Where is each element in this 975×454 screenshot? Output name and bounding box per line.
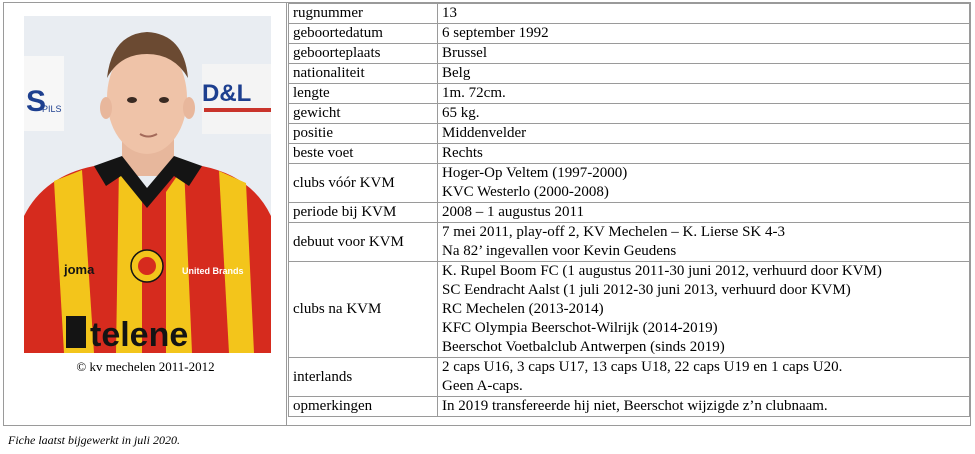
row-label: positie [289, 124, 438, 144]
row-value-line: In 2019 transfereerde hij niet, Beerschot wijzigde z’n clubnaam. [442, 398, 828, 414]
row-value-line: Belg [442, 65, 471, 81]
table-row [289, 397, 970, 417]
row-value-line: Rechts [442, 145, 483, 161]
table-row [289, 64, 970, 84]
row-value-line: KFC Olympia Beerschot-Wilrijk (2014-2019) [442, 320, 718, 336]
row-value-line: Beerschot Voetbalclub Antwerpen (sinds 2019) [442, 339, 725, 355]
row-value [438, 397, 970, 417]
row-value-line: 2008 – 1 augustus 2011 [442, 204, 584, 220]
row-value-line: 2 caps U16, 3 caps U17, 13 caps U18, 22 caps U19 en 1 caps U20. [442, 359, 843, 375]
row-value [438, 358, 970, 397]
row-label: opmerkingen [289, 397, 438, 417]
row-value-line: Brussel [442, 45, 487, 61]
row-value-line: 65 kg. [442, 105, 480, 121]
row-label: lengte [289, 84, 438, 104]
row-value-line: 1m. 72cm. [442, 85, 506, 101]
table-row [289, 358, 970, 397]
board-right-logo: D&L [202, 80, 252, 107]
board-left-small: PILS [42, 104, 62, 114]
table-row [289, 84, 970, 104]
row-label: debuut voor KVM [289, 223, 438, 262]
player-photo [24, 16, 271, 353]
table-row [289, 144, 970, 164]
row-value-line: SC Eendracht Aalst (1 juli 2012-30 juni 2013, verhuurd door KVM) [442, 282, 851, 298]
row-value-line: 7 mei 2011, play-off 2, KV Mechelen – K. Lierse SK 4-3 [442, 224, 785, 240]
table-row [289, 262, 970, 358]
row-label: geboorteplaats [289, 44, 438, 64]
row-value-line: 6 september 1992 [442, 25, 549, 41]
row-label: interlands [289, 358, 438, 397]
row-value-line: KVC Westerlo (2000-2008) [442, 184, 609, 200]
table-row [289, 4, 970, 24]
table-row [289, 104, 970, 124]
player-photo-icon [24, 16, 271, 353]
photo-cell [4, 3, 287, 425]
row-label: beste voet [289, 144, 438, 164]
shirt-brand: joma [64, 262, 95, 277]
row-value-line: 13 [442, 5, 457, 21]
row-label: gewicht [289, 104, 438, 124]
row-value [438, 64, 970, 84]
row-value [438, 262, 970, 358]
row-label: geboortedatum [289, 24, 438, 44]
row-value-line: Na 82’ ingevallen voor Kevin Geudens [442, 243, 677, 259]
table-row [289, 203, 970, 223]
row-value-line: Geen A-caps. [442, 378, 523, 394]
info-table-body [289, 4, 970, 417]
shirt-sponsor: telene [90, 316, 189, 353]
shirt-sleeve-text: United Brands [182, 266, 244, 276]
player-fiche [3, 2, 971, 426]
row-value [438, 84, 970, 104]
row-label: periode bij KVM [289, 203, 438, 223]
row-value-line: Hoger-Op Veltem (1997-2000) [442, 165, 628, 181]
row-value [438, 24, 970, 44]
row-value-line: K. Rupel Boom FC (1 augustus 2011-30 juni 2012, verhuurd door KVM) [442, 263, 882, 279]
row-value [438, 203, 970, 223]
row-value [438, 223, 970, 262]
row-value [438, 164, 970, 203]
table-row [289, 44, 970, 64]
table-row [289, 164, 970, 203]
row-value [438, 4, 970, 24]
row-value [438, 144, 970, 164]
table-row [289, 24, 970, 44]
photo-caption: © kv mechelen 2011-2012 [76, 359, 215, 374]
row-label: clubs na KVM [289, 262, 438, 358]
row-label: clubs vóór KVM [289, 164, 438, 203]
player-info-table [288, 3, 970, 417]
row-value [438, 104, 970, 124]
row-value [438, 44, 970, 64]
row-label: nationaliteit [289, 64, 438, 84]
row-label: rugnummer [289, 4, 438, 24]
row-value-line: RC Mechelen (2013-2014) [442, 301, 604, 317]
row-value [438, 124, 970, 144]
table-row [289, 124, 970, 144]
board-left-logo: S [26, 85, 47, 118]
row-value-line: Middenvelder [442, 125, 527, 141]
table-row [289, 223, 970, 262]
footnote: Fiche laatst bijgewerkt in juli 2020. [8, 433, 180, 447]
